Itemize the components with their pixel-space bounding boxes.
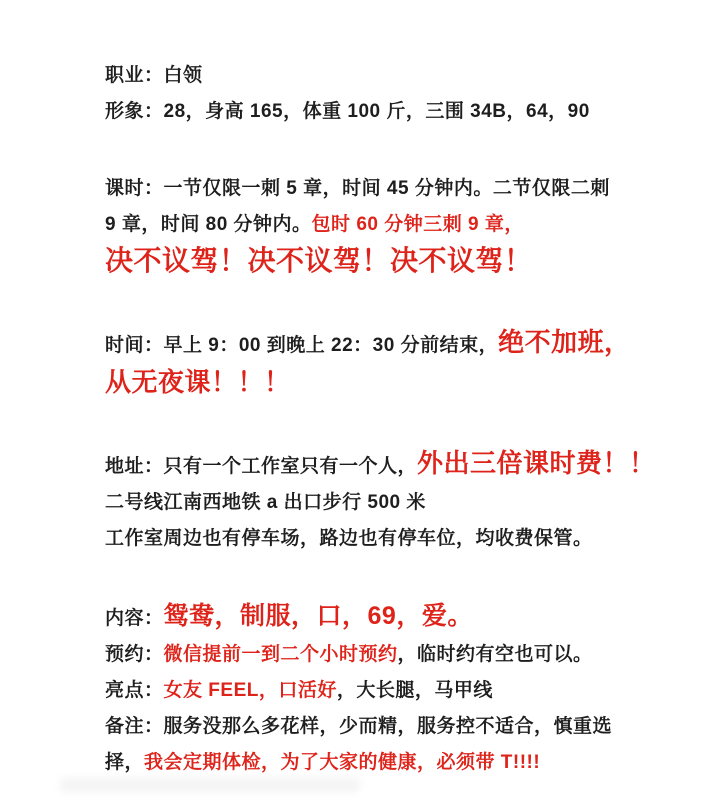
highlight-text-red: 女友 FEEL，口活好 [163, 680, 337, 701]
paragraph-gap [105, 130, 650, 171]
no-night-class-text: 从无夜课！！！ [105, 367, 291, 397]
notes-line-2 [105, 745, 650, 781]
address-text-black: 地址：只有一个工作室只有一个人， [105, 456, 418, 477]
highlight-label: 亮点： [105, 680, 164, 701]
content-text-red: 鸳鸯，制服，口，69，爱。 [163, 602, 473, 630]
lesson-text-2-red: 包时 60 分钟三刺 9 章， [311, 214, 524, 235]
booking-text-red: 微信提前一到二个小时预约 [163, 644, 398, 665]
lesson-line-1 [105, 171, 650, 207]
no-night-class-line [105, 364, 650, 404]
parking-text: 工作室周边也有停车场，路边也有停车位，均收费保管。 [105, 528, 593, 549]
notes-text-1: 备注：服务没那么多花样，少而精，服务控不适合，慎重选 [105, 716, 613, 737]
lesson-text-2-black: 9 章，时间 80 分钟内。 [105, 214, 312, 235]
address-line [105, 445, 656, 485]
cutoff-text-artifact [60, 778, 360, 792]
metro-line [105, 485, 650, 521]
no-bargain-line [105, 243, 650, 283]
no-bargain-text: 决不议驾！决不议驾！决不议驾！ [105, 245, 533, 276]
booking-label: 预约： [105, 644, 164, 665]
highlight-line [105, 673, 650, 709]
address-text-red: 外出三倍课时费！！ [417, 448, 656, 478]
time-line [105, 324, 650, 364]
lesson-text-1: 课时：一节仅限一刺 5 章，时间 45 分钟内。二节仅限二刺 [105, 178, 610, 199]
notes-text-2-red: 我会定期体检，为了大家的健康，必须带 T!!!! [144, 752, 541, 773]
occupation-line [105, 58, 650, 94]
lesson-line-2 [105, 207, 650, 243]
time-text-black: 时间：早上 9：00 到晚上 22：30 分前结束， [105, 335, 499, 356]
paragraph-gap [105, 557, 650, 598]
figure-line [105, 94, 650, 130]
booking-line [105, 637, 650, 673]
notes-text-2-black: 择， [105, 752, 145, 773]
parking-line [105, 521, 650, 557]
paragraph-gap [105, 283, 650, 324]
time-text-red: 绝不加班， [498, 327, 631, 357]
notes-line-1 [105, 709, 650, 745]
figure-text: 形象：28，身高 165，体重 100 斤，三围 34B，64，90 [105, 101, 590, 122]
content-label: 内容： [105, 608, 164, 629]
content-line [105, 598, 650, 637]
booking-text-black: ，临时约有空也可以。 [397, 644, 593, 665]
occupation-text: 职业：白领 [105, 65, 203, 86]
metro-text: 二号线江南西地铁 a 出口步行 500 米 [105, 492, 426, 513]
paragraph-gap [105, 404, 650, 445]
highlight-text-black: ，大长腿，马甲线 [336, 680, 493, 701]
